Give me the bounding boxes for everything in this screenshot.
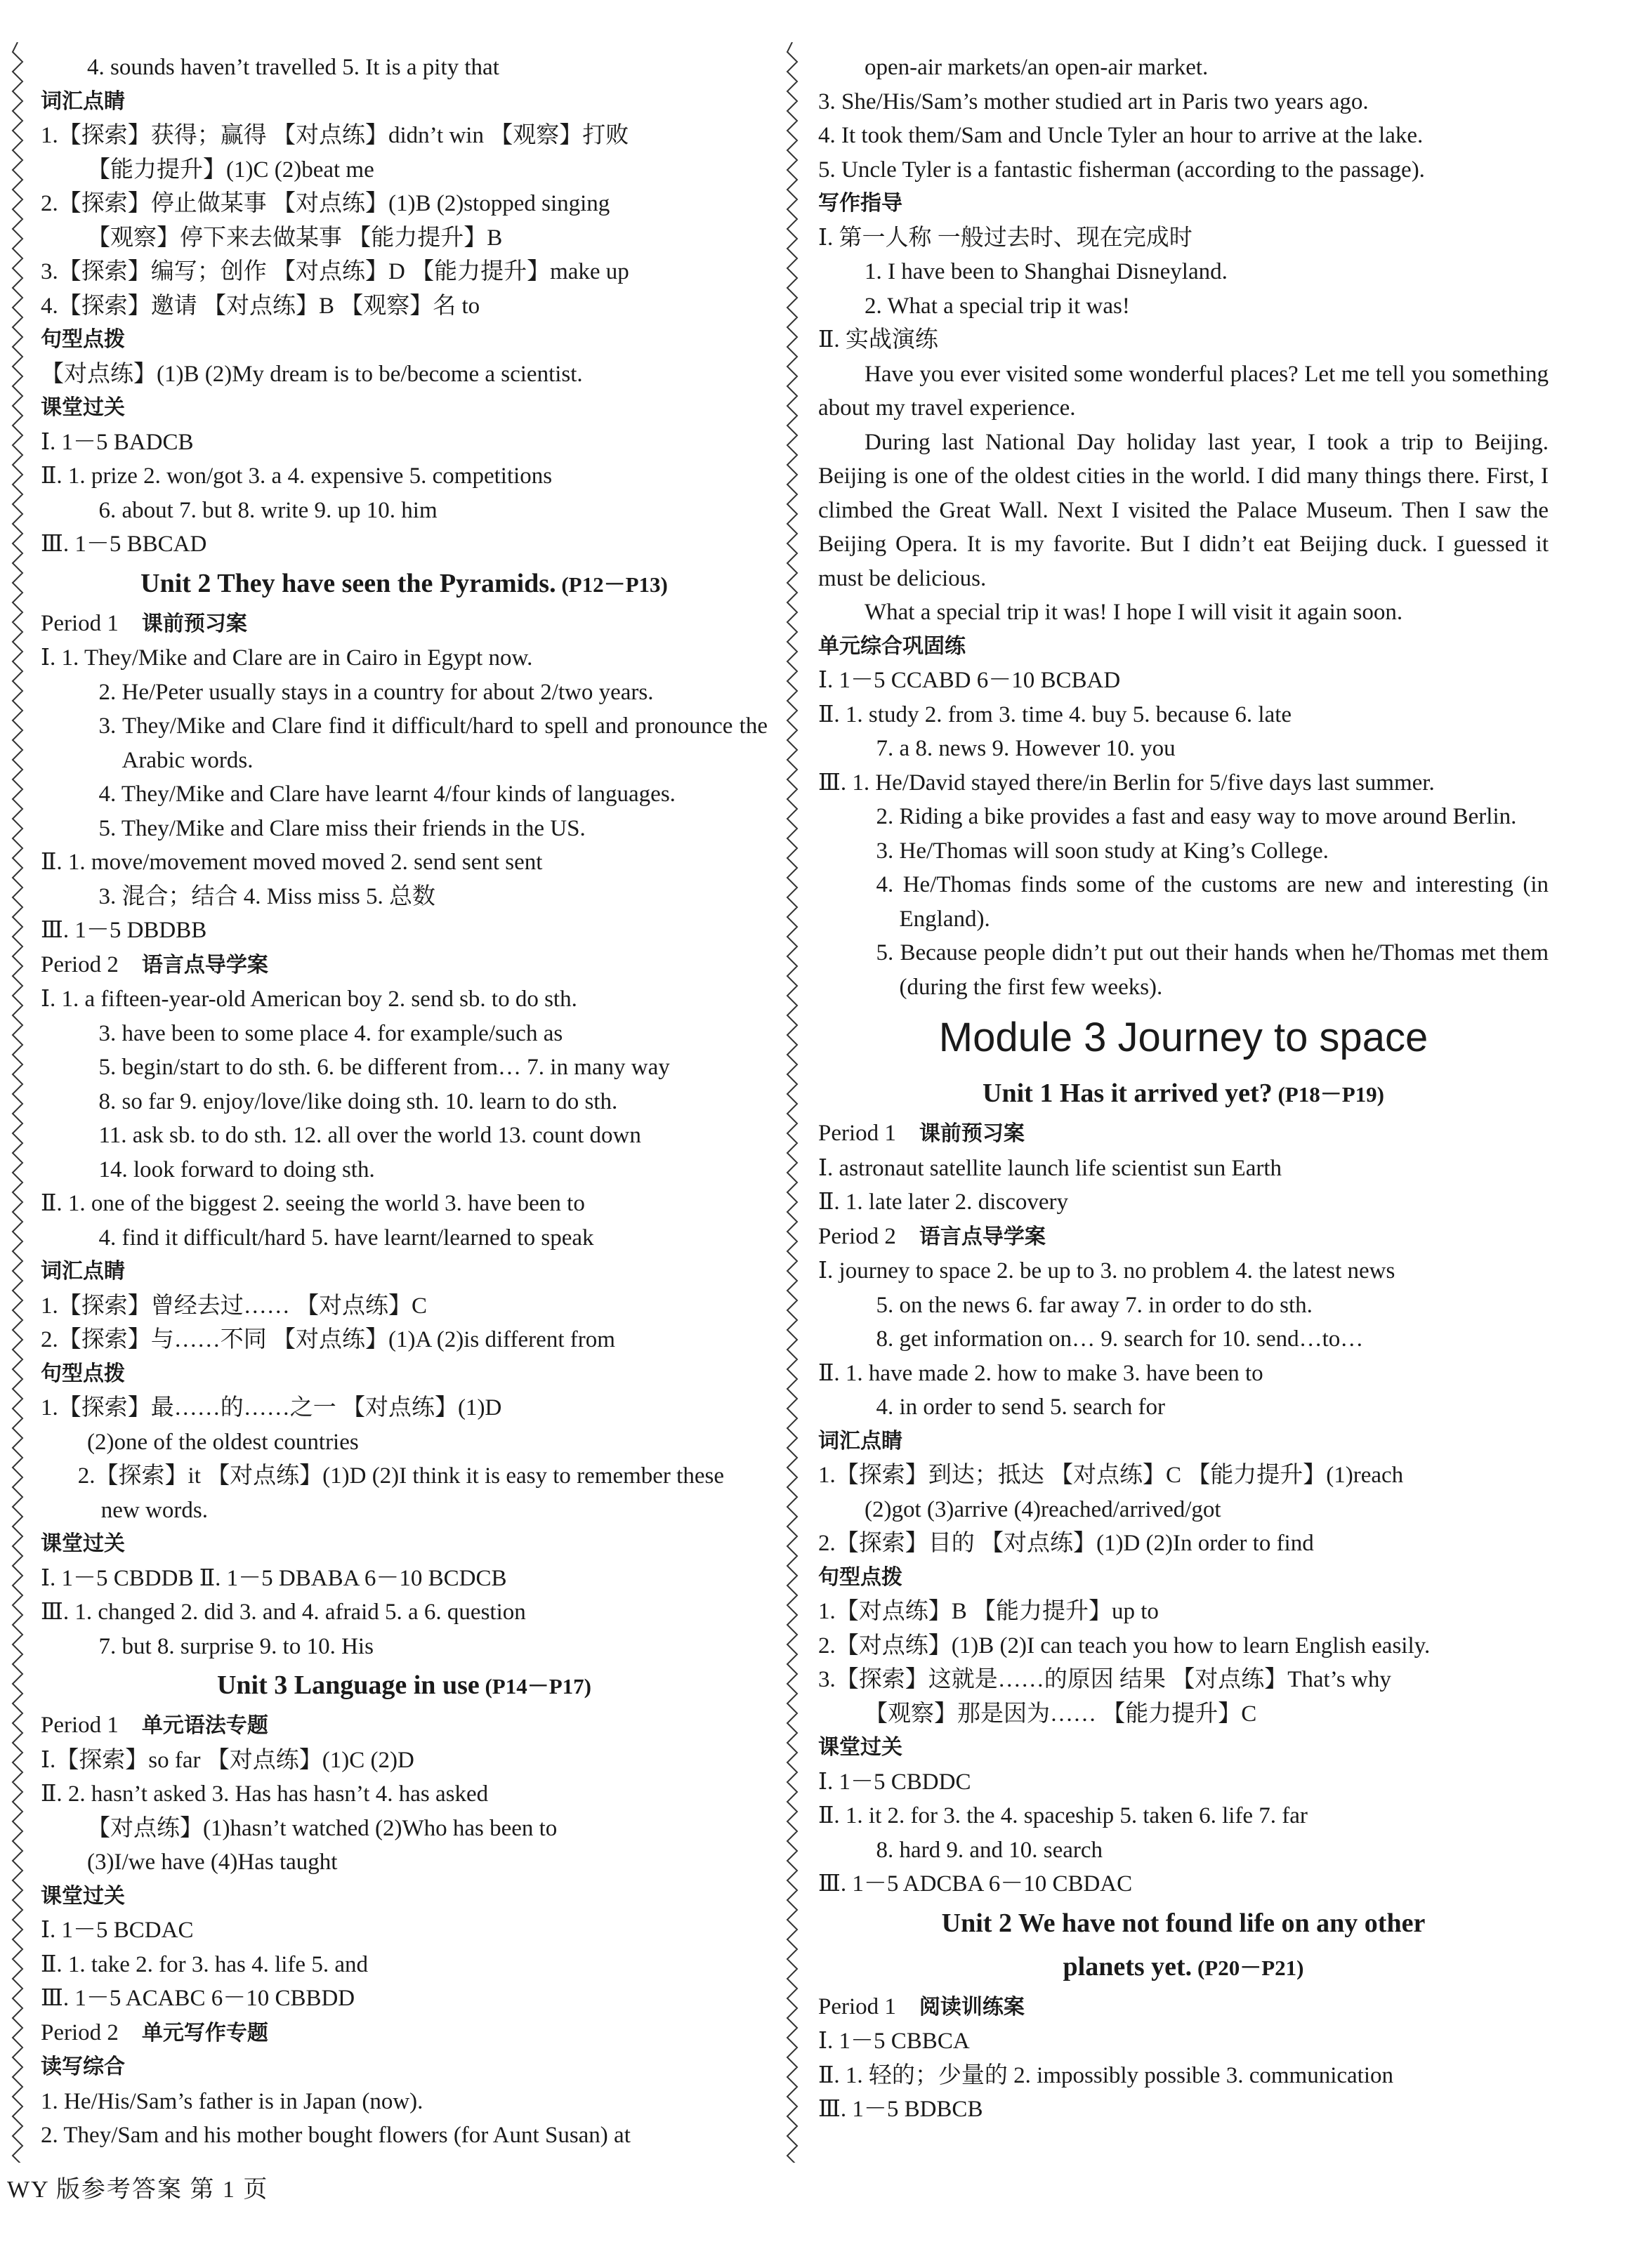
answer-line: 6. about 7. but 8. write 9. up 10. him (98, 497, 438, 523)
answer-line: Ⅰ. 1－5 CBBCA (818, 2029, 970, 2054)
answer-line: Ⅱ. 2. hasn’t asked 3. Has has hasn’t 4. has asked (41, 1781, 489, 1807)
answer-line: 11. ask sb. to do sth. 12. all over the world 13. count down (98, 1123, 641, 1148)
answer-line: 8. so far 9. enjoy/love/like doing sth. 10. learn to do sth. (98, 1088, 618, 1114)
answer-line: 1.【探索】到达；抵达 【对点练】C 【能力提升】(1)reach (818, 1463, 1404, 1488)
answer-line: Ⅱ. 1. have made 2. how to make 3. have been to (818, 1360, 1263, 1386)
unit-title: Unit 1 Has it arrived yet? (983, 1079, 1273, 1108)
period-label: Period 1 (818, 1121, 896, 1146)
period-heading (818, 1990, 1549, 2025)
section-heading: 词汇点睛 (41, 88, 125, 114)
answer-line: 1.【探索】曾经去过…… 【对点练】C (41, 1293, 428, 1319)
period-title: 语言点导学案 (141, 952, 268, 977)
answer-line: 1. He/His/Sam’s father is in Japan (now). (41, 2088, 423, 2114)
section-heading: 句型点拨 (41, 327, 125, 352)
answer-line: 2.【探索】停止做某事 【对点练】(1)B (2)stopped singing (41, 191, 610, 216)
period-label: Period 2 (818, 1223, 896, 1249)
answer-line: 8. hard 9. and 10. search (876, 1837, 1103, 1863)
answer-line: 4. They/Mike and Clare have learnt 4/four kinds of languages. (98, 782, 676, 807)
answer-line: Ⅲ. 1－5 BBCAD (41, 532, 207, 557)
answer-line: 3. She/His/Sam’s mother studied art in Paris two years ago. (818, 88, 1369, 114)
answer-line: 1.【对点练】B 【能力提升】up to (818, 1599, 1159, 1624)
period-heading (41, 607, 768, 642)
section-heading: 课堂过关 (41, 1883, 125, 1908)
period-heading (41, 1708, 768, 1743)
answer-line: 3. He/Thomas will soon study at King’s College. (876, 838, 1329, 864)
answer-line: Ⅰ. 1－5 CCABD 6－10 BCBAD (818, 668, 1121, 693)
answer-line: 4. He/Thomas finds some of the customs are new and interesting (in England). (876, 872, 1549, 932)
section-heading: 课堂过关 (41, 395, 125, 420)
answer-line: Ⅲ. 1－5 ACABC 6－10 CBBDD (41, 1986, 355, 2011)
answer-line: 1.【探索】获得；赢得 【对点练】didn’t win 【观察】打败 (41, 123, 629, 148)
answer-line: Ⅱ. 1. it 2. for 3. the 4. spaceship 5. taken 6. life 7. far (818, 1803, 1308, 1828)
answer-line: Ⅰ. 1. They/Mike and Clare are in Cairo in Egypt now. (41, 645, 533, 671)
period-title: 课前预习案 (141, 611, 247, 636)
unit-title: Unit 2 They have seen the Pyramids. (140, 568, 556, 598)
answer-line: 2.【探索】目的 【对点练】(1)D (2)In order to find (818, 1531, 1314, 1556)
unit-title: Unit 2 We have not found life on any other (941, 1908, 1426, 1938)
answer-line: 2.【对点练】(1)B (2)I can teach you how to learn English easily. (818, 1633, 1431, 1659)
period-title: 语言点导学案 (919, 1224, 1046, 1249)
section-heading: 词汇点睛 (41, 1259, 125, 1284)
answer-line: 4. find it difficult/hard 5. have learnt/learned to speak (98, 1225, 594, 1251)
section-heading: 课堂过关 (818, 1735, 902, 1760)
unit-title: Unit 3 Language in use (216, 1670, 480, 1700)
period-title: 阅读训练案 (919, 1994, 1025, 2019)
module-heading: Module 3 Journey to space (938, 1015, 1428, 1060)
period-heading (818, 1116, 1549, 1152)
answer-line: Ⅰ. 1－5 BCDAC (41, 1918, 194, 1943)
period-heading (41, 948, 768, 983)
answer-line: Ⅰ. 1. a fifteen-year-old American boy 2. send sb. to do sth. (41, 987, 577, 1012)
answer-line: Ⅱ. 1. take 2. for 3. has 4. life 5. and (41, 1951, 368, 1977)
section-heading: 词汇点睛 (818, 1428, 902, 1453)
essay-paragraph: What a special trip it was! I hope I will visit it again soon. (865, 600, 1403, 625)
answer-line: 2.【探索】it 【对点练】(1)D (2)I think it is easy to remember these new words. (77, 1463, 724, 1523)
answer-line: Ⅱ. 1. 轻的；少量的 2. impossibly possible 3. communication (818, 2062, 1393, 2088)
section-heading: 读写综合 (41, 2055, 125, 2079)
section-heading: 写作指导 (818, 191, 902, 216)
answer-line: Ⅰ.【探索】so far 【对点练】(1)C (2)D (41, 1747, 414, 1773)
section-heading: 句型点拨 (41, 1361, 125, 1386)
section-heading: 课堂过关 (41, 1531, 125, 1556)
answer-line: 1.【探索】最……的……之一 【对点练】(1)D (41, 1395, 502, 1420)
answer-line: 【对点练】(1)B (2)My dream is to be/become a scientist. (41, 361, 583, 387)
right-column (818, 51, 1549, 2127)
answer-line: (2)got (3)arrive (4)reached/arrived/got (865, 1496, 1221, 1522)
answer-line: Ⅲ. 1. He/David stayed there/in Berlin for 5/five days last summer. (818, 770, 1435, 796)
answer-line: Ⅱ. 1. late later 2. discovery (818, 1189, 1068, 1215)
answer-line: 2. They/Sam and his mother bought flowers (for Aunt Susan) at (41, 2123, 631, 2148)
page-footer: WY 版参考答案 第 1 页 (7, 2177, 269, 2203)
page-range: (P20－P21) (1192, 1955, 1304, 1980)
answer-line: 2. What a special trip it was! (865, 293, 1130, 319)
answer-line: Ⅱ. 1. move/movement moved moved 2. send sent sent (41, 850, 543, 875)
essay-paragraph: Have you ever visited some wonderful places? Let me tell you something about my travel experience. (818, 361, 1549, 421)
unit-title: planets yet. (1063, 1951, 1193, 1982)
answer-line: 【观察】停下来去做某事 【能力提升】B (87, 225, 503, 251)
answer-line: (3)I/we have (4)Has taught (87, 1850, 338, 1875)
answer-line: 3.【探索】这就是……的原因 结果 【对点练】That’s why (818, 1667, 1391, 1692)
page-range: (P14－P17) (479, 1674, 592, 1699)
period-heading (41, 2016, 768, 2051)
answer-line: (2)one of the oldest countries (87, 1429, 359, 1455)
period-title: 课前预习案 (919, 1121, 1025, 1146)
answer-line: Ⅱ. 1. prize 2. won/got 3. a 4. expensive 5. competitions (41, 463, 553, 489)
left-column (41, 51, 768, 2153)
page-range: (P12－P13) (556, 572, 668, 597)
answer-line: 3. They/Mike and Clare find it difficult/hard to spell and pronounce the Arabic words. (98, 713, 768, 773)
answer-line: Ⅲ. 1－5 DBDBB (41, 918, 207, 943)
answer-line: 【观察】那是因为…… 【能力提升】C (865, 1701, 1257, 1727)
answer-line: 4. in order to send 5. search for (876, 1395, 1165, 1420)
answer-line: 14. look forward to doing sth. (98, 1156, 375, 1182)
answer-line: Ⅲ. 1. changed 2. did 3. and 4. afraid 5. a 6. question (41, 1600, 526, 1625)
period-label: Period 1 (41, 610, 119, 636)
period-title: 单元写作专题 (141, 2020, 268, 2045)
answer-line: Ⅱ. 1. study 2. from 3. time 4. buy 5. because 6. late (818, 701, 1292, 727)
period-heading (818, 1220, 1549, 1255)
answer-line: 5. Uncle Tyler is a fantastic fisherman (according to the passage). (818, 157, 1425, 183)
answer-line: 5. on the news 6. far away 7. in order to do sth. (876, 1292, 1313, 1318)
answer-line: 5. They/Mike and Clare miss their friends in the US. (98, 815, 586, 841)
answer-line: 4. It took them/Sam and Uncle Tyler an hour to arrive at the lake. (818, 123, 1424, 148)
answer-line: Ⅲ. 1－5 BDBCB (818, 2097, 983, 2122)
section-heading: 句型点拨 (818, 1564, 902, 1590)
answer-line: 5. begin/start to do sth. 6. be different from… 7. in many way (98, 1055, 670, 1080)
unit-heading (818, 1901, 1549, 1945)
period-label: Period 1 (41, 1713, 119, 1738)
unit-heading (41, 1663, 768, 1708)
answer-line: 2. He/Peter usually stays in a country for about 2/two years. (98, 679, 654, 705)
answer-line: 3.【探索】编写；创作 【对点练】D 【能力提升】make up (41, 259, 629, 284)
section-heading: 单元综合巩固练 (818, 633, 966, 659)
page-range: (P18－P19) (1272, 1082, 1384, 1107)
answer-line: Ⅰ. journey to space 2. be up to 3. no problem 4. the latest news (818, 1258, 1395, 1284)
answer-line: 4. sounds haven’t travelled 5. It is a pity that (87, 55, 499, 80)
answer-line: 3. have been to some place 4. for example/such as (98, 1020, 563, 1046)
answer-line: 【对点练】(1)hasn’t watched (2)Who has been to (87, 1815, 558, 1841)
unit-heading (818, 1945, 1549, 1990)
answer-line: Ⅰ. 第一人称 一般过去时、现在完成时 (818, 225, 1193, 251)
period-label: Period 2 (41, 2019, 119, 2045)
answer-line: 7. a 8. news 9. However 10. you (876, 736, 1176, 761)
answer-line: 5. Because people didn’t put out their hands when he/Thomas met them (during the first few weeks). (876, 940, 1549, 1000)
middle-zigzag-divider (784, 42, 800, 2163)
answer-line: 8. get information on… 9. search for 10. send…to… (876, 1326, 1364, 1352)
period-title: 单元语法专题 (141, 1713, 268, 1738)
period-label: Period 1 (818, 1993, 896, 2019)
answer-line: 4.【探索】邀请 【对点练】B 【观察】名 to (41, 293, 480, 319)
essay-paragraph: During last National Day holiday last year, I took a trip to Beijing. Beijing is one of the oldest cities in the world. I did many things there. First, I climbed the Great Wall. Next I visited the Palace Museum. Then I saw the Beijing Opera. It is my favorite. But I didn’t eat Beijing duck. I guessed it must be delicious. (818, 429, 1549, 591)
answer-line: 2.【探索】与……不同 【对点练】(1)A (2)is different from (41, 1327, 615, 1352)
answer-line: 3. 混合；结合 4. Miss miss 5. 总数 (98, 883, 435, 909)
answer-line: Ⅱ. 1. one of the biggest 2. seeing the world 3. have been to (41, 1191, 585, 1216)
answer-line: 7. but 8. surprise 9. to 10. His (98, 1633, 374, 1659)
answer-line: 2. Riding a bike provides a fast and easy way to move around Berlin. (876, 804, 1517, 829)
answer-line: Ⅰ. 1－5 CBDDC (818, 1769, 971, 1795)
left-zigzag-border (10, 42, 25, 2163)
answer-line: open-air markets/an open-air market. (865, 55, 1209, 80)
answer-line: Ⅱ. 实战演练 (818, 327, 938, 352)
answer-line: Ⅲ. 1－5 ADCBA 6－10 CBDAC (818, 1871, 1133, 1897)
answer-line: 1. I have been to Shanghai Disneyland. (865, 259, 1228, 284)
answer-line: Ⅰ. astronaut satellite launch life scientist sun Earth (818, 1155, 1282, 1181)
unit-heading (41, 562, 768, 607)
answer-line: 【能力提升】(1)C (2)beat me (87, 157, 374, 183)
answer-line: Ⅰ. 1－5 BADCB (41, 429, 194, 455)
period-label: Period 2 (41, 951, 119, 977)
unit-heading (818, 1072, 1549, 1116)
answer-line: Ⅰ. 1－5 CBDDB Ⅱ. 1－5 DBABA 6－10 BCDCB (41, 1565, 507, 1591)
